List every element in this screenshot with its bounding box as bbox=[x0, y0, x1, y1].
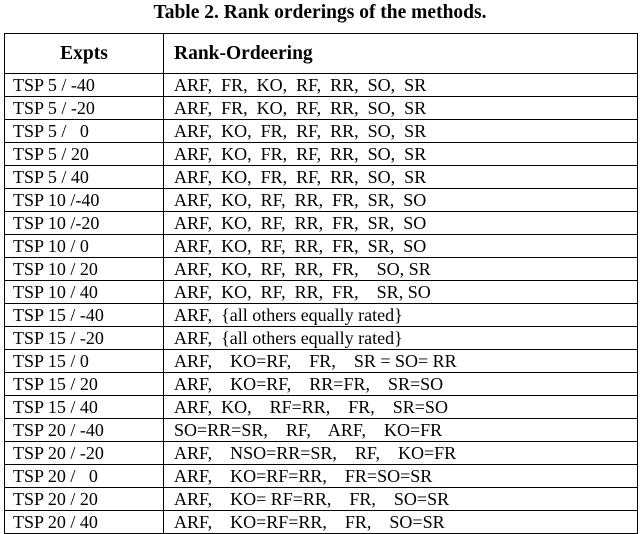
table-row bbox=[5, 281, 638, 304]
table-row bbox=[5, 143, 638, 166]
header-row bbox=[5, 34, 638, 74]
table-row bbox=[5, 396, 638, 419]
rank-ordering-cell: ARF, NSO=RR=SR, RF, KO=FR bbox=[164, 442, 638, 465]
experiment-cell: TSP 10 / 20 bbox=[5, 258, 164, 281]
experiment-cell: TSP 15 / 20 bbox=[5, 373, 164, 396]
rank-ordering-cell: ARF, KO, RF, RR, FR, SR, SO bbox=[164, 235, 638, 258]
rank-ordering-cell: ARF, {all others equally rated} bbox=[164, 327, 638, 350]
experiment-cell: TSP 15 / 0 bbox=[5, 350, 164, 373]
experiment-cell: TSP 15 / 40 bbox=[5, 396, 164, 419]
table-row bbox=[5, 120, 638, 143]
experiment-cell: TSP 10 / 0 bbox=[5, 235, 164, 258]
experiment-cell: TSP 15 / -40 bbox=[5, 304, 164, 327]
experiment-cell: TSP 15 / -20 bbox=[5, 327, 164, 350]
rank-ordering-cell: ARF, KO=RF, FR, SR = SO= RR bbox=[164, 350, 638, 373]
table-row bbox=[5, 97, 638, 120]
experiment-cell: TSP 20 / 0 bbox=[5, 465, 164, 488]
rank-ordering-cell: ARF, KO, RF, RR, FR, SR, SO bbox=[164, 281, 638, 304]
table-row bbox=[5, 373, 638, 396]
experiment-cell: TSP 5 / 40 bbox=[5, 166, 164, 189]
rank-ordering-cell: ARF, FR, KO, RF, RR, SO, SR bbox=[164, 74, 638, 97]
table-row bbox=[5, 258, 638, 281]
table-row bbox=[5, 304, 638, 327]
rank-ordering-cell: ARF, KO, FR, RF, RR, SO, SR bbox=[164, 166, 638, 189]
table-row bbox=[5, 488, 638, 511]
experiment-cell: TSP 10 / 40 bbox=[5, 281, 164, 304]
table-row bbox=[5, 465, 638, 488]
rank-ordering-cell: ARF, KO= RF=RR, FR, SO=SR bbox=[164, 488, 638, 511]
rank-ordering-cell: ARF, KO, RF, RR, FR, SR, SO bbox=[164, 212, 638, 235]
experiment-cell: TSP 20 / -20 bbox=[5, 442, 164, 465]
table-row bbox=[5, 511, 638, 534]
table-row bbox=[5, 350, 638, 373]
table-body bbox=[5, 74, 638, 534]
table-caption: Table 2. Rank orderings of the methods. bbox=[153, 2, 487, 23]
rank-ordering-cell: ARF, KO=RF=RR, FR=SO=SR bbox=[164, 465, 638, 488]
experiment-cell: TSP 5 / 0 bbox=[5, 120, 164, 143]
table-row bbox=[5, 442, 638, 465]
table-row bbox=[5, 235, 638, 258]
table-row bbox=[5, 189, 638, 212]
table-row bbox=[5, 327, 638, 350]
rank-ordering-cell: ARF, KO, RF, RR, FR, SO, SR bbox=[164, 258, 638, 281]
rank-ordering-cell: ARF, KO, FR, RF, RR, SO, SR bbox=[164, 143, 638, 166]
rank-ordering-cell: SO=RR=SR, RF, ARF, KO=FR bbox=[164, 419, 638, 442]
experiment-cell: TSP 20 / 40 bbox=[5, 511, 164, 534]
experiment-cell: TSP 5 / -40 bbox=[5, 74, 164, 97]
rank-ordering-cell: ARF, KO, FR, RF, RR, SO, SR bbox=[164, 120, 638, 143]
experiment-cell: TSP 5 / 20 bbox=[5, 143, 164, 166]
table-row bbox=[5, 166, 638, 189]
rank-ordering-cell: ARF, KO, RF=RR, FR, SR=SO bbox=[164, 396, 638, 419]
experiment-cell: TSP 10 /-40 bbox=[5, 189, 164, 212]
rank-ordering-table bbox=[4, 33, 638, 534]
experiment-cell: TSP 20 / 20 bbox=[5, 488, 164, 511]
rank-ordering-cell: ARF, {all others equally rated} bbox=[164, 304, 638, 327]
header-expts: Expts bbox=[5, 34, 164, 74]
experiment-cell: TSP 10 /-20 bbox=[5, 212, 164, 235]
table-row bbox=[5, 212, 638, 235]
rank-ordering-cell: ARF, KO=RF=RR, FR, SO=SR bbox=[164, 511, 638, 534]
rank-ordering-cell: ARF, KO, RF, RR, FR, SR, SO bbox=[164, 189, 638, 212]
rank-ordering-cell: ARF, FR, KO, RF, RR, SO, SR bbox=[164, 97, 638, 120]
experiment-cell: TSP 5 / -20 bbox=[5, 97, 164, 120]
experiment-cell: TSP 20 / -40 bbox=[5, 419, 164, 442]
table-row bbox=[5, 74, 638, 97]
table-row bbox=[5, 419, 638, 442]
rank-ordering-cell: ARF, KO=RF, RR=FR, SR=SO bbox=[164, 373, 638, 396]
header-rank-ordering: Rank-Ordeering bbox=[164, 34, 638, 74]
